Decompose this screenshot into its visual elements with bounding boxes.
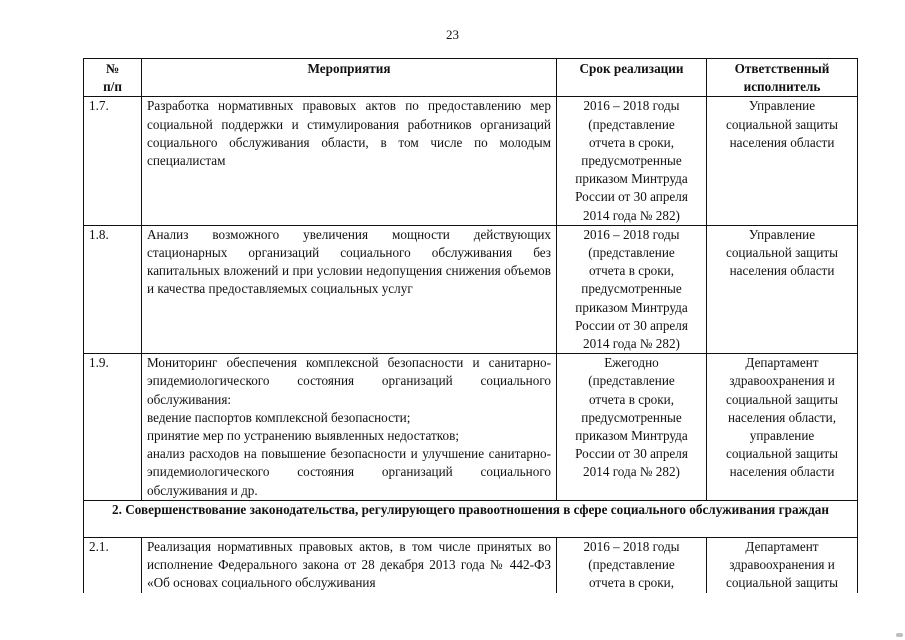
table-row	[84, 537, 858, 593]
table-header-row	[84, 59, 858, 97]
row-responsible: Департамент здравоохранения и социальной защиты	[707, 537, 858, 593]
row-activity: Анализ возможного увеличения мощности действующих стационарных организаций социального обслуживания без капитальных вложений и при условии недопущения снижения объемов и качества предоставляемых социальных услуг	[142, 225, 557, 353]
row-number: 1.8.	[84, 225, 142, 353]
header-term: Срок реализации	[557, 59, 707, 97]
row-responsible: Управление социальной защиты населения области	[707, 97, 858, 225]
page-number: 23	[446, 27, 459, 42]
activity-line: Мониторинг обеспечения комплексной безопасности и санитарно-эпидемиологического состояния организаций социального обслуживания:	[147, 355, 551, 407]
row-number: 1.9.	[84, 354, 142, 501]
table-row	[84, 97, 858, 225]
section-heading-row	[84, 500, 858, 537]
activity-line: анализ расходов на повышение безопасности и улучшение санитарно-эпидемиологического состояния организаций социального обслуживания и др.	[147, 446, 551, 498]
row-term: 2016 – 2018 годы (представление отчета в сроки, предусмотренные приказом Минтруда России от 30 апреля 2014 года № 282)	[557, 225, 707, 353]
header-responsible: Ответственный исполнитель	[707, 59, 858, 97]
row-term: Ежегодно (представление отчета в сроки, предусмотренные приказом Минтруда России от 30 апреля 2014 года № 282)	[557, 354, 707, 501]
row-term: 2016 – 2018 годы (представление отчета в сроки, предусмотренные приказом Минтруда России от 30 апреля 2014 года № 282)	[557, 97, 707, 225]
section-title: 2. Совершенствование законодательства, регулирующего правоотношения в сфере социального обслуживания граждан	[84, 500, 858, 537]
activity-line: ведение паспортов комплексной безопасности;	[147, 409, 411, 425]
row-activity	[142, 354, 557, 501]
row-activity: Разработка нормативных правовых актов по предоставлению мер социальной поддержки и стимулирования работников организаций социального обслуживания области, в том числе по молодым специалистам	[142, 97, 557, 225]
table-row	[84, 354, 858, 501]
row-number: 1.7.	[84, 97, 142, 225]
row-responsible: Департамент здравоохранения и социальной защиты населения области, управление социальной защиты населения области	[707, 354, 858, 501]
table-row	[84, 225, 858, 353]
row-responsible: Управление социальной защиты населения области	[707, 225, 858, 353]
activities-table	[83, 58, 858, 593]
header-activity: Мероприятия	[142, 59, 557, 97]
row-number: 2.1.	[84, 537, 142, 593]
row-term: 2016 – 2018 годы (представление отчета в сроки,	[557, 537, 707, 593]
header-num: № п/п	[84, 59, 142, 97]
activity-line: принятие мер по устранению выявленных недостатков;	[147, 428, 459, 444]
row-activity: Реализация нормативных правовых актов, в том числе принятых во исполнение Федерального закона от 28 декабря 2013 года № 442-ФЗ «Об основах социального обслуживания	[142, 537, 557, 593]
page-edge-mark	[896, 633, 903, 637]
